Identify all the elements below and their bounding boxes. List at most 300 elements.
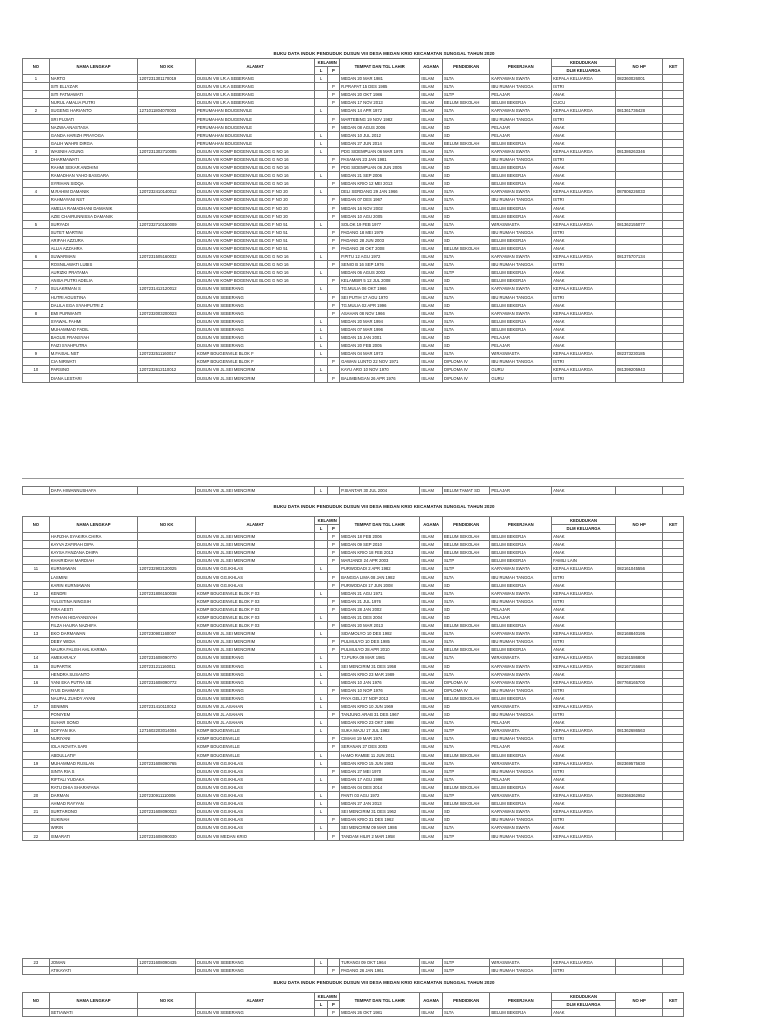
cell-nama: DIANA LESTARI bbox=[49, 374, 138, 382]
cell-kdd: KEPALA KELUARGA bbox=[552, 678, 616, 686]
cell-agama: ISLAM bbox=[420, 83, 443, 91]
cell-ttl: PULMULYO 10 DES 1985 bbox=[340, 638, 420, 646]
cell-p: P bbox=[327, 212, 339, 220]
cell-agama: ISLAM bbox=[420, 638, 443, 646]
cell-alamat: DUSUN VIII GG.IKHLAS bbox=[195, 767, 314, 775]
table-row bbox=[23, 775, 684, 783]
cell-ttl: MEDAN 10 JUL 2012 bbox=[340, 131, 420, 139]
cell-no bbox=[23, 670, 50, 678]
cell-l bbox=[315, 99, 327, 107]
cell-hp bbox=[615, 557, 662, 565]
cell-alamat: DUSUN VIII SEBERANG bbox=[195, 334, 314, 342]
cell-l bbox=[315, 541, 327, 549]
table-row bbox=[23, 759, 684, 767]
cell-nokk: 1207232710150009 bbox=[138, 220, 196, 228]
col-header-kedudukan: KEDUDUKAN bbox=[552, 993, 616, 1001]
cell-hp: 082369575630 bbox=[615, 759, 662, 767]
cell-agama: ISLAM bbox=[420, 808, 443, 816]
cell-nama: AURIZKI PRATAMA bbox=[49, 269, 138, 277]
cell-agama: ISLAM bbox=[420, 75, 443, 83]
cell-p bbox=[327, 727, 339, 735]
cell-agama: ISLAM bbox=[420, 253, 443, 261]
cell-no bbox=[23, 325, 50, 333]
table-row bbox=[23, 622, 684, 630]
cell-pend: SLTP bbox=[443, 959, 490, 967]
cell-ket bbox=[663, 573, 684, 581]
cell-agama: ISLAM bbox=[420, 751, 443, 759]
cell-kerja: KARYAWAN SWATA bbox=[490, 147, 552, 155]
cell-agama: ISLAM bbox=[420, 1009, 443, 1017]
cell-kerja: PELAJAR bbox=[490, 334, 552, 342]
cell-pend: BELUM SEKOLAH bbox=[443, 694, 490, 702]
cell-nama: KHAIRIDAH MARDIAH bbox=[49, 557, 138, 565]
cell-hp bbox=[615, 967, 662, 975]
cell-l bbox=[315, 196, 327, 204]
cell-pend: SLTA bbox=[443, 824, 490, 832]
cell-pend: SLTP bbox=[443, 967, 490, 975]
cell-nama: RAHMAYANI NST bbox=[49, 196, 138, 204]
cell-pend: BELUM SEKOLAH bbox=[443, 244, 490, 252]
cell-p: P bbox=[327, 549, 339, 557]
cell-agama: ISLAM bbox=[420, 630, 443, 638]
cell-ttl: MEDAN 20 FEB 2005 bbox=[340, 342, 420, 350]
cell-kdd: ISTRI bbox=[552, 83, 616, 91]
cell-ttl: MEDAN KRIO 10 JUN 1969 bbox=[340, 702, 420, 710]
table-row bbox=[23, 196, 684, 204]
cell-hp bbox=[615, 832, 662, 840]
cell-kdd: ISTRI bbox=[552, 597, 616, 605]
cell-ttl: MARJANDI 24 APR 2003 bbox=[340, 557, 420, 565]
col-header-l: L bbox=[315, 525, 327, 533]
cell-pend: SD bbox=[443, 605, 490, 613]
cell-pend: BELUM SEKOLAH bbox=[443, 646, 490, 654]
cell-ttl: MEDAN 21 DES 2004 bbox=[340, 613, 420, 621]
cell-ttl: SERANAN 27 DES 2003 bbox=[340, 743, 420, 751]
cell-kerja: BELUM BEKERJA bbox=[490, 622, 552, 630]
cell-hp bbox=[615, 541, 662, 549]
cell-kerja: KARYAWAN SWATA bbox=[490, 630, 552, 638]
cell-no bbox=[23, 613, 50, 621]
cell-nama: WASNIH AGUNG bbox=[49, 147, 138, 155]
cell-kerja: BELUM BEKERJA bbox=[490, 800, 552, 808]
cell-alamat: KOMP BOUGENVILLE bbox=[195, 743, 314, 751]
cell-agama: ISLAM bbox=[420, 678, 443, 686]
cell-no bbox=[23, 581, 50, 589]
cell-no bbox=[23, 967, 50, 975]
cell-alamat: DUSUN VIII JL.SEI MENCIRIM bbox=[195, 630, 314, 638]
cell-p bbox=[327, 654, 339, 662]
cell-agama: ISLAM bbox=[420, 702, 443, 710]
cell-p: P bbox=[327, 533, 339, 541]
cell-kdd: ANAK bbox=[552, 824, 616, 832]
cell-ket bbox=[663, 581, 684, 589]
cell-p: P bbox=[327, 123, 339, 131]
cell-l bbox=[315, 735, 327, 743]
cell-hp bbox=[615, 342, 662, 350]
cell-nokk bbox=[138, 743, 196, 751]
cell-kerja: BELUM BEKERJA bbox=[490, 180, 552, 188]
cell-l bbox=[315, 686, 327, 694]
cell-p bbox=[327, 824, 339, 832]
cell-kerja: KARYAWAN SWATA bbox=[490, 107, 552, 115]
table-row bbox=[23, 269, 684, 277]
table-row bbox=[23, 654, 684, 662]
cell-nokk bbox=[138, 204, 196, 212]
cell-kerja: BELUM BEKERJA bbox=[490, 204, 552, 212]
cell-p: P bbox=[327, 99, 339, 107]
cell-ket bbox=[663, 565, 684, 573]
cell-nama: SUHAR SONO bbox=[49, 719, 138, 727]
cell-p: P bbox=[327, 816, 339, 824]
cell-pend: SLTA bbox=[443, 759, 490, 767]
cell-hp bbox=[615, 244, 662, 252]
cell-alamat: DUSUN VIII GG.IKHLAS bbox=[195, 816, 314, 824]
cell-hp bbox=[615, 334, 662, 342]
cell-hp bbox=[615, 196, 662, 204]
cell-kerja: IBU RUMAH TANGGA bbox=[490, 832, 552, 840]
cell-agama: ISLAM bbox=[420, 743, 443, 751]
cell-hp bbox=[615, 301, 662, 309]
cell-p: P bbox=[327, 743, 339, 751]
cell-nama: SENIMIN bbox=[49, 702, 138, 710]
cell-p: P bbox=[327, 832, 339, 840]
table-row bbox=[23, 727, 684, 735]
cell-nokk bbox=[138, 164, 196, 172]
col-header-p: P bbox=[327, 67, 339, 75]
cell-no bbox=[23, 646, 50, 654]
col-header-nokk: NO KK bbox=[138, 993, 196, 1009]
cell-nama: HAFIZHA SYAKIRA CHIRA bbox=[49, 533, 138, 541]
cell-ket bbox=[663, 91, 684, 99]
cell-kdd: ANAK bbox=[552, 212, 616, 220]
cell-kerja: IBU RUMAH TANGGA bbox=[490, 293, 552, 301]
cell-l bbox=[315, 212, 327, 220]
cell-ket bbox=[663, 824, 684, 832]
cell-hp bbox=[615, 694, 662, 702]
cell-ttl: MEDAN 06 AGUS 2002 bbox=[340, 269, 420, 277]
col-header-ket: KET bbox=[663, 517, 684, 533]
cell-nama: LASMINI bbox=[49, 573, 138, 581]
cell-l: L bbox=[315, 670, 327, 678]
table-row bbox=[23, 75, 684, 83]
cell-ttl: MEDAN 10 JAN 1976 bbox=[340, 678, 420, 686]
cell-ket bbox=[663, 549, 684, 557]
cell-no bbox=[23, 301, 50, 309]
cell-ket bbox=[663, 277, 684, 285]
table-row bbox=[23, 792, 684, 800]
cell-ttl: KAYU ARO 10 NOV 1970 bbox=[340, 366, 420, 374]
cell-nokk bbox=[138, 541, 196, 549]
cell-alamat: DUSUN VIII GG.IKHLAS bbox=[195, 800, 314, 808]
cell-agama: ISLAM bbox=[420, 212, 443, 220]
cell-p: P bbox=[327, 374, 339, 382]
cell-ket bbox=[663, 959, 684, 967]
cell-nama: KURNIAWAN bbox=[49, 565, 138, 573]
cell-no bbox=[23, 487, 50, 495]
cell-nokk bbox=[138, 646, 196, 654]
cell-alamat: DUSUN VIII MEDAN KRIO bbox=[195, 832, 314, 840]
cell-kdd: ANAK bbox=[552, 164, 616, 172]
cell-kdd: ANAK bbox=[552, 541, 616, 549]
cell-kdd: ISTRI bbox=[552, 735, 616, 743]
cell-kdd: ANAK bbox=[552, 317, 616, 325]
cell-ttl: DELI SERDANG 29 JAN 1966 bbox=[340, 188, 420, 196]
cell-hp bbox=[615, 212, 662, 220]
cell-nama: FAIZI SYAHPUTRA bbox=[49, 342, 138, 350]
cell-nama: DAFA HIWANNUSHAFA bbox=[49, 487, 138, 495]
cell-ttl: SENIO B 16 SEP 1976 bbox=[340, 261, 420, 269]
cell-pend: SD bbox=[443, 301, 490, 309]
cell-l: L bbox=[315, 824, 327, 832]
cell-ttl: CIMAHI 19 MAR 1974 bbox=[340, 735, 420, 743]
col-header-kelamin: KELAMIN bbox=[315, 59, 340, 67]
cell-kdd: ANAK bbox=[552, 334, 616, 342]
cell-hp bbox=[615, 775, 662, 783]
cell-p bbox=[327, 792, 339, 800]
cell-ttl: TG.MULIA 06 OKT 1966 bbox=[340, 285, 420, 293]
cell-l bbox=[315, 261, 327, 269]
cell-hp bbox=[615, 646, 662, 654]
col-header-nohp: NO HP bbox=[615, 59, 662, 75]
cell-l: L bbox=[315, 139, 327, 147]
cell-nokk bbox=[138, 131, 196, 139]
cell-hp: 082161586808 bbox=[615, 654, 662, 662]
cell-p: P bbox=[327, 155, 339, 163]
cell-p: P bbox=[327, 783, 339, 791]
table-row bbox=[23, 180, 684, 188]
cell-kdd: CUCU bbox=[552, 99, 616, 107]
cell-ttl: PDG SIDEMPUAN 06 JUN 2005 bbox=[340, 164, 420, 172]
cell-kdd: ANAK bbox=[552, 172, 616, 180]
cell-nokk bbox=[138, 605, 196, 613]
cell-pend: BELUM SEKOLAH bbox=[443, 800, 490, 808]
cell-l bbox=[315, 164, 327, 172]
cell-agama: ISLAM bbox=[420, 832, 443, 840]
cell-alamat: DUSUN VIII KOMP BOGENVILE BLOG G NO 16 bbox=[195, 180, 314, 188]
cell-agama: ISLAM bbox=[420, 670, 443, 678]
cell-nokk bbox=[138, 334, 196, 342]
cell-ttl: TURANGI 09 OKT 1964 bbox=[340, 959, 420, 967]
cell-nokk bbox=[138, 139, 196, 147]
table-row bbox=[23, 573, 684, 581]
cell-kdd: ISTRI bbox=[552, 293, 616, 301]
cell-agama: ISLAM bbox=[420, 711, 443, 719]
cell-ttl: HAMO RAMBE 11 JUN 2011 bbox=[340, 751, 420, 759]
cell-p: P bbox=[327, 735, 339, 743]
cell-kerja: BELUM BEKERJA bbox=[490, 1009, 552, 1017]
cell-l: L bbox=[315, 131, 327, 139]
cell-agama: ISLAM bbox=[420, 139, 443, 147]
cell-no: 4 bbox=[23, 188, 50, 196]
cell-agama: ISLAM bbox=[420, 334, 443, 342]
cell-nama: IYUS DAHMAR S bbox=[49, 686, 138, 694]
cell-p bbox=[327, 147, 339, 155]
cell-pend: SLTA bbox=[443, 630, 490, 638]
cell-agama: ISLAM bbox=[420, 269, 443, 277]
cell-alamat: DUSUN VIII JL.SEI MENCIRIM bbox=[195, 646, 314, 654]
cell-p: P bbox=[327, 1009, 339, 1017]
cell-nokk: 1207231505160032 bbox=[138, 253, 196, 261]
cell-nama: ROSNILAWATI LUBIS bbox=[49, 261, 138, 269]
cell-hp bbox=[615, 317, 662, 325]
cell-nama: MUHAMMAD RUSLAN bbox=[49, 759, 138, 767]
table-row bbox=[23, 678, 684, 686]
cell-kerja: IBU RUMAH TANGGA bbox=[490, 228, 552, 236]
cell-agama: ISLAM bbox=[420, 549, 443, 557]
cell-kdd: ANAK bbox=[552, 775, 616, 783]
cell-l: L bbox=[315, 792, 327, 800]
cell-ttl: MEDAN 09 SEP 2010 bbox=[340, 541, 420, 549]
cell-p: P bbox=[327, 358, 339, 366]
cell-nama: EKO DARMAWAN bbox=[49, 630, 138, 638]
cell-pend: SLTA bbox=[443, 188, 490, 196]
cell-nama: BAGUS FRANSYAH bbox=[49, 334, 138, 342]
cell-ket bbox=[663, 727, 684, 735]
cell-ttl: MEDAN 08 AGUS 2006 bbox=[340, 123, 420, 131]
cell-l: L bbox=[315, 694, 327, 702]
cell-pend: SLTP bbox=[443, 91, 490, 99]
cell-pend: SLTA bbox=[443, 115, 490, 123]
cell-ket bbox=[663, 622, 684, 630]
cell-ttl: TJ.PURA 09 MAR 1981 bbox=[340, 654, 420, 662]
cell-ket bbox=[663, 638, 684, 646]
table-row bbox=[23, 261, 684, 269]
cell-hp bbox=[615, 487, 662, 495]
cell-hp: 081399205943 bbox=[615, 366, 662, 374]
cell-pend: SLTA bbox=[443, 228, 490, 236]
cell-alamat: DUSUN VIII KOMP BOGENVILE BLOG G NO 16 bbox=[195, 164, 314, 172]
cell-nama: M.RAHIM DAMANIK bbox=[49, 188, 138, 196]
cell-nama: KAYSA FANZANA DHIPA bbox=[49, 549, 138, 557]
cell-p bbox=[327, 759, 339, 767]
cell-nama: NAUFAL ZUHDY AYANI bbox=[49, 694, 138, 702]
cell-hp bbox=[615, 180, 662, 188]
cell-no bbox=[23, 196, 50, 204]
cell-l: L bbox=[315, 220, 327, 228]
cell-agama: ISLAM bbox=[420, 358, 443, 366]
cell-pend: BELUM SEKOLAH bbox=[443, 533, 490, 541]
cell-kerja: PELAJAR bbox=[490, 719, 552, 727]
page-title: BUKU DATA INDUK PENDUDUK DUSUN VIII DESA MEDAN KRIO KECAMATAN SUNGGAL TAHUN 2020 bbox=[273, 51, 495, 56]
cell-nokk bbox=[138, 301, 196, 309]
cell-ttl: BANGGA LIMA 08 JAN 1982 bbox=[340, 573, 420, 581]
cell-alamat: DUSUN VIII SEBERANG bbox=[195, 694, 314, 702]
cell-nokk: 1207231608090770 bbox=[138, 654, 196, 662]
cell-pend: SLTA bbox=[443, 719, 490, 727]
cell-kdd: KEPALA KELUARGA bbox=[552, 759, 616, 767]
cell-nokk bbox=[138, 83, 196, 91]
cell-ket bbox=[663, 196, 684, 204]
cell-hp bbox=[615, 549, 662, 557]
cell-kdd: KEPALA KELUARGA bbox=[552, 654, 616, 662]
cell-pend: SD bbox=[443, 662, 490, 670]
cell-kdd: ISTRI bbox=[552, 767, 616, 775]
cell-ttl: MEDAN KRIO 23 OKT 1998 bbox=[340, 719, 420, 727]
cell-no bbox=[23, 131, 50, 139]
cell-alamat: DUSUN VIII SEBERANG bbox=[195, 285, 314, 293]
cell-kerja: IBU RUMAH TANGGA bbox=[490, 967, 552, 975]
cell-agama: ISLAM bbox=[420, 605, 443, 613]
cell-kerja: PELAJAR bbox=[490, 743, 552, 751]
cell-p bbox=[327, 131, 339, 139]
col-header-alamat: ALAMAT bbox=[195, 993, 314, 1009]
cell-kerja: IBU RUMAH TANGGA bbox=[490, 358, 552, 366]
cell-nokk bbox=[138, 123, 196, 131]
cell-nokk bbox=[138, 573, 196, 581]
cell-nama: ANISA PUTRI ADELIA bbox=[49, 277, 138, 285]
cell-nokk bbox=[138, 180, 196, 188]
cell-l bbox=[315, 573, 327, 581]
cell-ket bbox=[663, 832, 684, 840]
cell-l bbox=[315, 155, 327, 163]
cell-no bbox=[23, 180, 50, 188]
col-header-agama: AGAMA bbox=[420, 59, 443, 75]
col-header-nohp: NO HP bbox=[615, 517, 662, 533]
cell-ket bbox=[663, 678, 684, 686]
cell-ket bbox=[663, 83, 684, 91]
cell-p bbox=[327, 188, 339, 196]
table-row bbox=[23, 204, 684, 212]
table-row bbox=[23, 293, 684, 301]
cell-ttl: PULMULYO 28 APR 2010 bbox=[340, 646, 420, 654]
cell-alamat: KOMP BOUGENVILE BLOK F 03 bbox=[195, 589, 314, 597]
cell-l: L bbox=[315, 172, 327, 180]
cell-nama: WIRIN bbox=[49, 824, 138, 832]
cell-hp: 081375707134 bbox=[615, 253, 662, 261]
cell-nama: SUTET MARTINI bbox=[49, 228, 138, 236]
table-row bbox=[23, 605, 684, 613]
cell-p bbox=[327, 959, 339, 967]
cell-ttl: PDG SIDEMPUAN 06 MAR 1976 bbox=[340, 147, 420, 155]
cell-alamat: DUSUN VIII GG.IKHLAS bbox=[195, 808, 314, 816]
cell-hp bbox=[615, 374, 662, 382]
cell-kerja: KARYAWAN SWATA bbox=[490, 253, 552, 261]
cell-ket bbox=[663, 75, 684, 83]
cell-hp: 082360026001 bbox=[615, 75, 662, 83]
cell-ket bbox=[663, 800, 684, 808]
cell-no bbox=[23, 597, 50, 605]
col-header-nohp: NO HP bbox=[615, 993, 662, 1009]
cell-pend: SLTP bbox=[443, 832, 490, 840]
table-row bbox=[23, 188, 684, 196]
cell-l bbox=[315, 244, 327, 252]
cell-nokk: 1271011804070003 bbox=[138, 107, 196, 115]
cell-kerja: IBU RUMAH TANGGA bbox=[490, 83, 552, 91]
cell-l bbox=[315, 622, 327, 630]
cell-kerja: BELUM BEKERJA bbox=[490, 301, 552, 309]
cell-ttl: PADANG 26 JAN 1961 bbox=[340, 967, 420, 975]
cell-ttl: PADANG 28 JUN 2003 bbox=[340, 236, 420, 244]
cell-pend: SLTA bbox=[443, 350, 490, 358]
cell-pend: BELUM SEKOLAH bbox=[443, 541, 490, 549]
cell-agama: ISLAM bbox=[420, 317, 443, 325]
cell-ttl: MEDAN 27 MEI 1970 bbox=[340, 767, 420, 775]
cell-ket bbox=[663, 366, 684, 374]
cell-ket bbox=[663, 541, 684, 549]
cell-kerja: BELUM BEKERJA bbox=[490, 244, 552, 252]
cell-nama: DALILA EGA SYAHPUTRI Z bbox=[49, 301, 138, 309]
cell-ket bbox=[663, 293, 684, 301]
cell-p bbox=[327, 775, 339, 783]
cell-nama: ABDULLATIF bbox=[49, 751, 138, 759]
cell-l bbox=[315, 783, 327, 791]
cell-hp bbox=[615, 99, 662, 107]
population-table bbox=[22, 958, 684, 975]
cell-ttl: MEDAN 27 JAN 2013 bbox=[340, 800, 420, 808]
cell-ket bbox=[663, 775, 684, 783]
cell-nama: KENDRI bbox=[49, 589, 138, 597]
cell-nama: KAYVA ZAFIRAH DIPA bbox=[49, 541, 138, 549]
